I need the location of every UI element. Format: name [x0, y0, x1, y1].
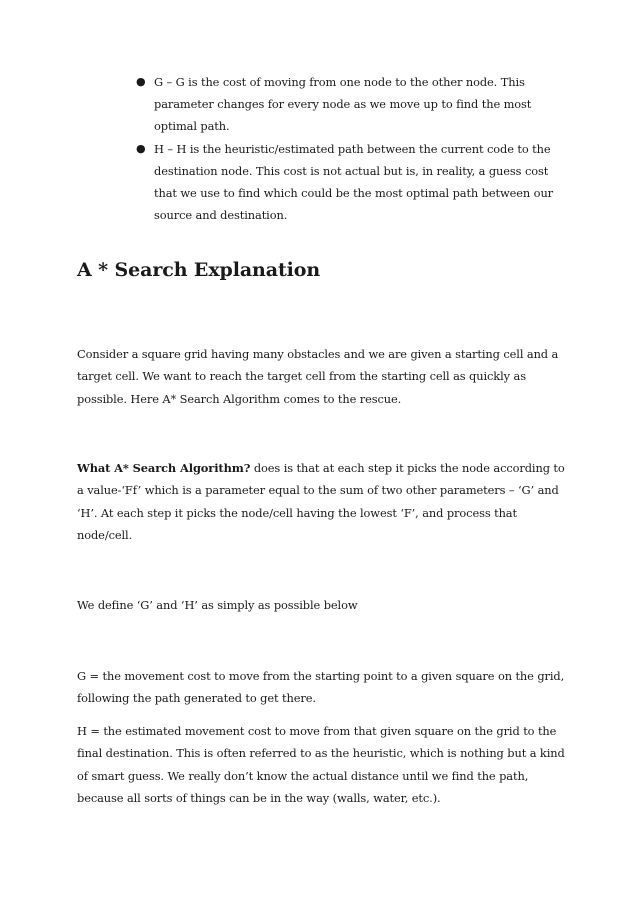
paragraph-define: We define ‘G’ and ‘H’ as simply as possible below [77, 598, 358, 612]
paragraph-bold-lead: What A* Search Algorithm? [77, 461, 251, 475]
paragraph-what-is-text: does is that at each step it picks the node according to a value-‘Ff’ which is a parameter equal to the sum of two other parameters – ‘G’ and ‘H’. At each step it picks the node/cell having the lowest ‘F’, and process that node/cell. [77, 461, 565, 543]
bullet-dot-icon: ● [136, 141, 146, 155]
paragraph-intro: Consider a square grid having many obstacles and we are given a starting cell and a target cell. We want to reach the target cell from the starting cell as quickly as possible. Here A* Search Algorithm comes to the rescue. [77, 347, 559, 406]
paragraph-h-definition: H = the estimated movement cost to move from that given square on the grid to the final destination. This is often referred to as the heuristic, which is nothing but a kind of smart guess. We really don’t know the actual distance until we find the path, because all sorts of things can be in the way (walls, water, etc.). [77, 724, 565, 806]
paragraph-g-definition: G = the movement cost to move from the starting point to a given square on the grid, following the path generated to get there. [77, 669, 565, 706]
bullet-dot-icon: ● [136, 75, 146, 88]
cost-bullet-list [137, 71, 567, 226]
paragraph-what-is [77, 457, 567, 547]
bullet-text-g: G – G is the cost of moving from one node to the other node. This parameter changes for every node as we move up to find the most optimal path. [154, 75, 532, 134]
bullet-item-h [137, 138, 567, 227]
bullet-item-g [137, 71, 567, 138]
bullet-text-h: H – H is the heuristic/estimated path between the current code to the destination node. This cost is not actual but is, in reality, a guess cost that we use to find which could be the most optimal path between our source and destination. [154, 141, 554, 223]
section-heading: A * Search Explanation [77, 259, 321, 281]
